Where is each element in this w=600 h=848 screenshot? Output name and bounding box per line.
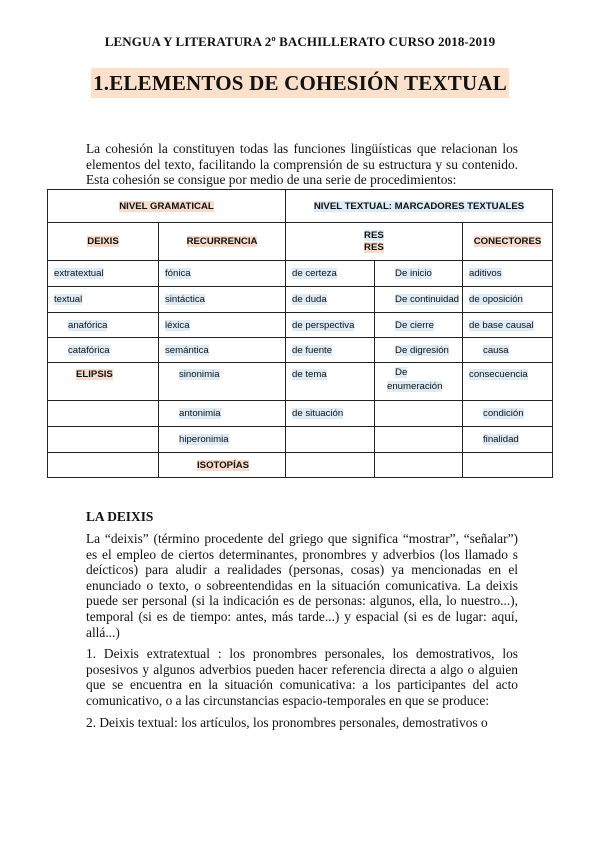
modal-cell: de situación — [286, 401, 375, 427]
deixis-item-textual: 2. Deixis textual: los artículos, los pronombres personales, demostrativos o — [86, 714, 488, 730]
table-row — [48, 453, 553, 478]
section-body — [86, 531, 518, 736]
table-sub-header-row — [48, 223, 553, 261]
conector-cell: condición — [463, 401, 553, 427]
nivel-gramatical-header: NIVEL GRAMATICAL — [48, 190, 286, 223]
deixis-cell: textual — [48, 287, 159, 313]
table-row — [48, 313, 553, 338]
modal-cell — [286, 453, 375, 478]
conectores-header: CONECTORES — [463, 223, 553, 261]
table-row — [48, 287, 553, 313]
deixis-cell: catafórica — [48, 338, 159, 363]
modal-cell: de duda — [286, 287, 375, 313]
conector-cell: aditivos — [463, 261, 553, 287]
deixis-header: DEIXIS — [48, 223, 159, 261]
org-cell — [375, 401, 463, 427]
org-cell — [375, 427, 463, 453]
conector-cell: finalidad — [463, 427, 553, 453]
table-row — [48, 401, 553, 427]
deixis-cell: anafórica — [48, 313, 159, 338]
org-cell: De enumeración — [375, 363, 463, 401]
section-title: LA DEIXIS — [86, 509, 154, 524]
deixis-item-extratextual: 1. Deixis extratextual : los pronombres personales, los demostrativos, los posesivos y algunos adverbios pueden hacer referencia directa a algo o alguien que se encuentra en la situación comunicativa: a los participantes del acto comunicativo, o a las circunstancias espacio-temporales en que se produce: — [86, 646, 518, 708]
title-wrap — [0, 68, 600, 98]
cohesion-table — [47, 189, 553, 478]
org-cell: De continuidad — [375, 287, 463, 313]
deixis-cell — [48, 401, 159, 427]
recurrencia-header: RECURRENCIA — [159, 223, 286, 261]
recurrencia-cell: fónica — [159, 261, 286, 287]
deixis-paragraph: La “deixis” (término procedente del griego que significa “mostrar”, “señalar”) es el empleo de ciertos determinantes, pronombres y adverbios (los llamado s deícticos) para aludir a realidades (personas, cosas) ya mencionadas en el enunciado o texto, o sobreentendidas en la situación comunicativa. La deixis puede ser personal (si la indicación es de personas: algunos, ella, lo nuestro...), temporal (si es de tiempo: antes, más tarde...) y espacial (si es de lugar: aquí, allá...) — [86, 531, 518, 640]
deixis-cell: extratextual — [48, 261, 159, 287]
table-group-header-row — [48, 190, 553, 223]
conector-cell: de base causal — [463, 313, 553, 338]
recurrencia-cell: hiperonimia — [159, 427, 286, 453]
modalizadores-header: RES RES — [286, 223, 463, 261]
modal-cell: de fuente — [286, 338, 375, 363]
recurrencia-cell: semántica — [159, 338, 286, 363]
conector-cell: de oposición — [463, 287, 553, 313]
org-cell — [375, 453, 463, 478]
page-title: 1.ELEMENTOS DE COHESIÓN TEXTUAL — [91, 68, 509, 98]
modal-cell: de perspectiva — [286, 313, 375, 338]
conector-cell — [463, 453, 553, 478]
intro-paragraph: La cohesión la constituyen todas las funciones lingüísticas que relacionan los elementos del texto, facilitando la comprensión de su estructura y su contenido. Esta cohesión se consigue por medio de una serie de procedimientos: — [86, 141, 518, 188]
table-row — [48, 363, 553, 401]
modal-cell: de certeza — [286, 261, 375, 287]
elipsis-cell: ELIPSIS — [48, 363, 159, 401]
modal-cell: de tema — [286, 363, 375, 401]
nivel-textual-header: NIVEL TEXTUAL: MARCADORES TEXTUALES — [286, 190, 553, 223]
deixis-cell — [48, 453, 159, 478]
org-cell: De inicio — [375, 261, 463, 287]
isotopias-cell: ISOTOPÍAS — [159, 453, 286, 478]
recurrencia-cell: sinonimia — [159, 363, 286, 401]
org-cell: De cierre — [375, 313, 463, 338]
modal-cell — [286, 427, 375, 453]
recurrencia-cell: sintáctica — [159, 287, 286, 313]
org-cell: De digresión — [375, 338, 463, 363]
course-header: LENGUA Y LITERATURA 2º BACHILLERATO CURSO 2018-2019 — [104, 34, 496, 49]
conector-cell: consecuencia — [463, 363, 553, 401]
table-row — [48, 427, 553, 453]
conector-cell: causa — [463, 338, 553, 363]
table-row — [48, 261, 553, 287]
recurrencia-cell: léxica — [159, 313, 286, 338]
table-row — [48, 338, 553, 363]
recurrencia-cell: antonimia — [159, 401, 286, 427]
deixis-cell — [48, 427, 159, 453]
